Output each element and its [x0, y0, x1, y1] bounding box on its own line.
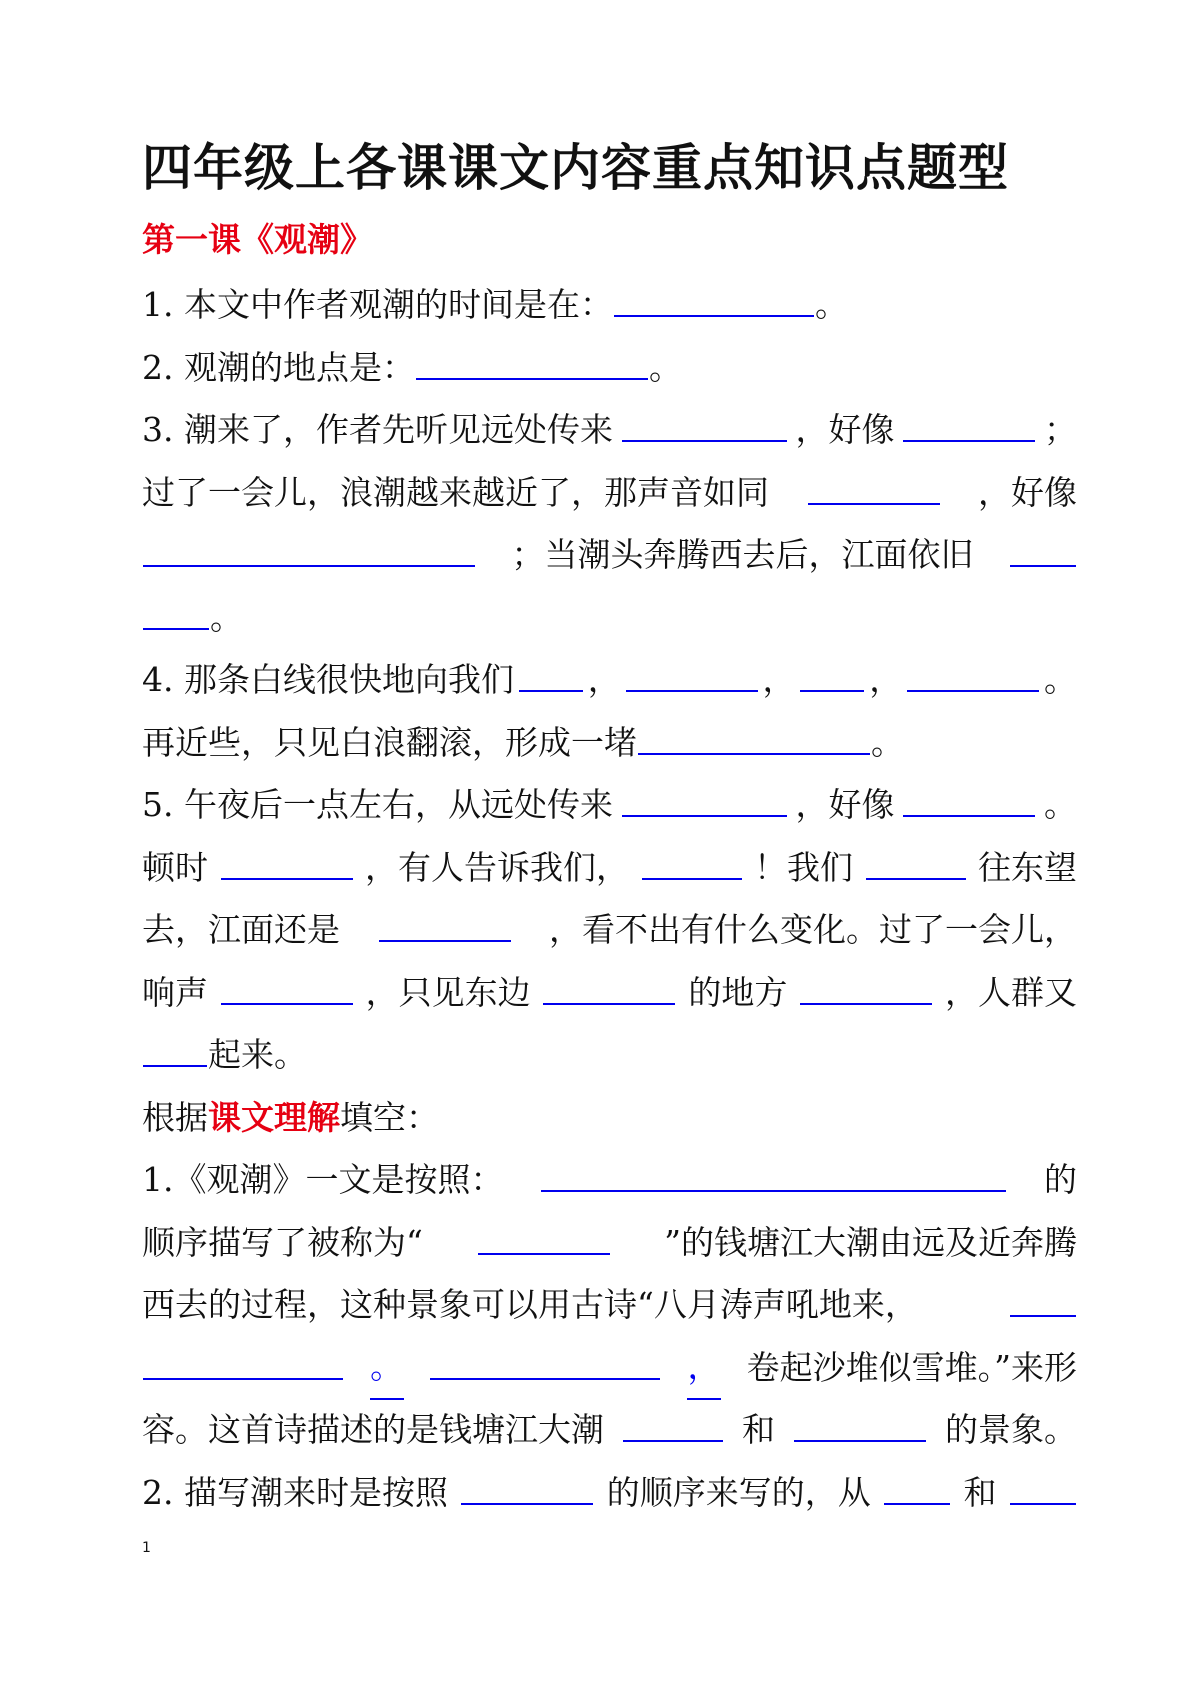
fill-blank[interactable] — [430, 1356, 660, 1380]
fill-blank[interactable] — [622, 418, 787, 442]
question-3-line-4: 。 — [142, 587, 1077, 650]
section-question-1-line-4: 。 ， 卷起沙堆似雪堆。”来形 — [142, 1337, 1077, 1400]
fill-blank[interactable] — [794, 1418, 926, 1442]
fill-blank[interactable] — [903, 793, 1035, 817]
fill-blank[interactable] — [1010, 543, 1076, 567]
fill-blank[interactable] — [622, 793, 787, 817]
fill-blank[interactable] — [478, 1231, 610, 1255]
section-question-1-line-1: 1.《观潮》一文是按照： 的 — [142, 1160, 1077, 1199]
question-5-line-2: 顿时 ，有人告诉我们， ！我们 往东望 — [142, 847, 1077, 887]
section-question-1-line-3: 西去的过程，这种景象可以用古诗“八月涛声吼地来， — [142, 1274, 1077, 1337]
question-4-line-2: 再近些，只见白浪翻滚，形成一堵 。 — [142, 722, 904, 762]
fill-blank[interactable] — [143, 543, 475, 567]
page-number: 1 — [142, 1540, 151, 1556]
section-heading: 根据 课文理解 填空： — [142, 1097, 439, 1137]
fill-blank[interactable] — [884, 1481, 950, 1505]
question-3-line-2: 过了一会儿，浪潮越来越近了，那声音如同 ，好像 — [142, 472, 1077, 512]
fill-blank[interactable] — [519, 668, 583, 692]
question-5-line-5: 起来。 — [142, 1024, 1077, 1087]
fill-blank[interactable] — [143, 1043, 207, 1067]
fill-blank[interactable] — [626, 668, 758, 692]
question-4-line-1: 4. 那条白线很快地向我们 ， ， ， 。 — [142, 660, 1077, 699]
fill-blank[interactable] — [543, 981, 675, 1005]
question-5-line-3: 去，江面还是 ，看不出有什么变化。过了一会儿， — [142, 910, 1077, 949]
question-5-line-4: 响声 ，只见东边 的地方 ，人群又 — [142, 972, 1077, 1012]
fill-blank[interactable] — [866, 856, 966, 880]
section-question-1-line-5: 容。这首诗描述的是钱塘江大潮 和 的景象。 — [142, 1410, 1077, 1449]
fill-blank[interactable] — [1010, 1481, 1076, 1505]
content-body — [142, 274, 1077, 1524]
question-3-line-3: ；当潮头奔腾西去后，江面依旧 — [142, 524, 1077, 587]
fill-blank[interactable] — [614, 293, 814, 317]
fill-blank[interactable] — [1010, 1293, 1076, 1317]
page-title: 四年级上各课课文内容重点知识点题型 — [142, 139, 1009, 197]
fill-blank[interactable] — [221, 856, 353, 880]
lesson-heading: 第一课《观潮》 — [142, 220, 373, 259]
section-question-2-line-1: 2. 描写潮来时是按照 的顺序来写的，从 和 — [142, 1462, 1077, 1525]
fill-blank[interactable] — [903, 418, 1035, 442]
section-question-1-line-2: 顺序描写了被称为“ ”的钱塘江大潮由远及近奔腾 — [142, 1222, 1077, 1262]
fill-blank[interactable] — [800, 981, 932, 1005]
question-2: 2. 观潮的地点是： 。 — [142, 347, 682, 387]
fill-blank[interactable] — [808, 481, 940, 505]
fill-blank[interactable] — [221, 981, 353, 1005]
fill-blank[interactable] — [143, 606, 209, 630]
fill-blank[interactable] — [461, 1481, 593, 1505]
fill-blank[interactable] — [379, 918, 511, 942]
fill-blank[interactable] — [143, 1356, 343, 1380]
fill-blank[interactable] — [416, 356, 648, 380]
fill-blank[interactable] — [800, 668, 864, 692]
fill-blank[interactable] — [638, 731, 870, 755]
question-3-line-1: 3. 潮来了，作者先听见远处传来 ，好像 ； — [142, 410, 1077, 449]
fill-blank[interactable] — [541, 1168, 1006, 1192]
fill-blank[interactable] — [623, 1418, 723, 1442]
question-5-line-1: 5. 午夜后一点左右，从远处传来 ，好像 。 — [142, 785, 1077, 824]
fill-blank[interactable] — [907, 668, 1039, 692]
fill-blank[interactable] — [642, 856, 742, 880]
question-1: 1. 本文中作者观潮的时间是在： 。 — [142, 285, 848, 324]
